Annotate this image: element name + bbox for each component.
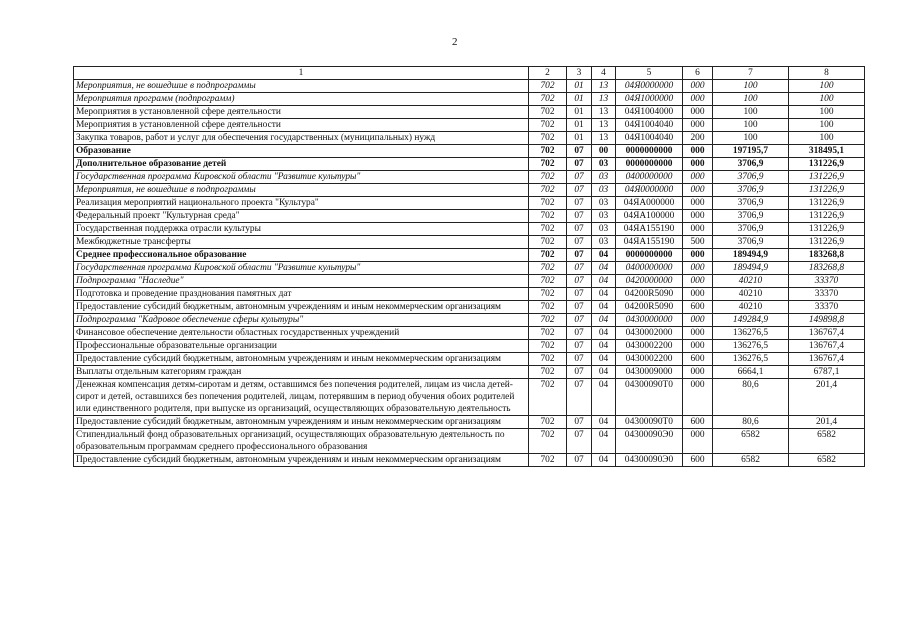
cell-subsection: 13 [592, 93, 616, 106]
table-row [74, 197, 865, 210]
cell-amount-2: 100 [789, 119, 865, 132]
cell-amount-1: 136276,5 [713, 327, 789, 340]
cell-amount-1: 40210 [713, 275, 789, 288]
cell-name: Мероприятия в установленной сфере деятельности [74, 106, 529, 119]
header-cell: 7 [713, 67, 789, 80]
cell-target-article: 04Я1004040 [616, 132, 683, 145]
table-row [74, 353, 865, 366]
cell-subsection: 04 [592, 314, 616, 327]
cell-amount-2: 6787,1 [789, 366, 865, 379]
cell-subsection: 13 [592, 119, 616, 132]
cell-target-article: 04Я1000000 [616, 93, 683, 106]
cell-name: Мероприятия, не вошедшие в подпрограммы [74, 80, 529, 93]
cell-section: 07 [567, 454, 592, 467]
cell-expense-type: 600 [683, 454, 713, 467]
cell-expense-type: 000 [683, 223, 713, 236]
cell-code: 702 [529, 301, 567, 314]
cell-target-article: 04ЯА155190 [616, 223, 683, 236]
cell-amount-2: 131226,9 [789, 184, 865, 197]
cell-target-article: 0000000000 [616, 145, 683, 158]
cell-amount-1: 3706,9 [713, 197, 789, 210]
cell-amount-2: 131226,9 [789, 223, 865, 236]
cell-target-article: 04200R5090 [616, 301, 683, 314]
cell-expense-type: 000 [683, 93, 713, 106]
cell-name: Подпрограмма "Кадровое обеспечение сферы культуры" [74, 314, 529, 327]
cell-subsection: 13 [592, 106, 616, 119]
cell-section: 07 [567, 429, 592, 454]
cell-amount-2: 100 [789, 93, 865, 106]
table-row [74, 288, 865, 301]
cell-amount-2: 136767,4 [789, 327, 865, 340]
cell-amount-1: 100 [713, 106, 789, 119]
cell-code: 702 [529, 236, 567, 249]
cell-name: Межбюджетные трансферты [74, 236, 529, 249]
table-row [74, 249, 865, 262]
cell-name: Стипендиальный фонд образовательных организаций, осуществляющих образовательную деятельность по образовательным программам среднего профессионального образования [74, 429, 529, 454]
cell-section: 07 [567, 379, 592, 416]
table-row [74, 327, 865, 340]
cell-section: 01 [567, 119, 592, 132]
cell-expense-type: 000 [683, 80, 713, 93]
cell-code: 702 [529, 429, 567, 454]
cell-amount-2: 6582 [789, 454, 865, 467]
cell-section: 07 [567, 275, 592, 288]
cell-amount-2: 33370 [789, 288, 865, 301]
cell-subsection: 04 [592, 379, 616, 416]
cell-section: 01 [567, 132, 592, 145]
cell-subsection: 04 [592, 288, 616, 301]
cell-name: Подпрограмма "Наследие" [74, 275, 529, 288]
cell-name: Мероприятия в установленной сфере деятельности [74, 119, 529, 132]
cell-expense-type: 000 [683, 249, 713, 262]
cell-amount-1: 40210 [713, 288, 789, 301]
cell-amount-2: 131226,9 [789, 197, 865, 210]
header-cell: 2 [529, 67, 567, 80]
cell-amount-2: 131226,9 [789, 158, 865, 171]
cell-subsection: 03 [592, 197, 616, 210]
cell-amount-1: 80,6 [713, 416, 789, 429]
cell-section: 07 [567, 236, 592, 249]
table-row [74, 236, 865, 249]
cell-subsection: 13 [592, 132, 616, 145]
cell-subsection: 03 [592, 171, 616, 184]
cell-code: 702 [529, 158, 567, 171]
table-row [74, 454, 865, 467]
cell-subsection: 04 [592, 366, 616, 379]
cell-code: 702 [529, 119, 567, 132]
cell-section: 01 [567, 106, 592, 119]
cell-name: Предоставление субсидий бюджетным, автономным учреждениям и иным некоммерческим организациям [74, 454, 529, 467]
cell-target-article: 04ЯА100000 [616, 210, 683, 223]
header-cell: 6 [683, 67, 713, 80]
cell-expense-type: 000 [683, 288, 713, 301]
cell-expense-type: 000 [683, 327, 713, 340]
cell-name: Выплаты отдельным категориям граждан [74, 366, 529, 379]
cell-expense-type: 000 [683, 197, 713, 210]
cell-code: 702 [529, 275, 567, 288]
cell-section: 01 [567, 93, 592, 106]
table-row [74, 93, 865, 106]
cell-section: 07 [567, 314, 592, 327]
page-number: 2 [452, 36, 458, 48]
table-row [74, 106, 865, 119]
cell-expense-type: 000 [683, 314, 713, 327]
cell-target-article: 04Я1004000 [616, 106, 683, 119]
cell-name: Закупка товаров, работ и услуг для обеспечения государственных (муниципальных) нужд [74, 132, 529, 145]
cell-section: 07 [567, 288, 592, 301]
cell-section: 07 [567, 353, 592, 366]
cell-section: 07 [567, 223, 592, 236]
cell-section: 07 [567, 145, 592, 158]
table-row [74, 416, 865, 429]
cell-amount-1: 6582 [713, 429, 789, 454]
cell-expense-type: 000 [683, 210, 713, 223]
cell-target-article: 0400000000 [616, 262, 683, 275]
cell-name: Предоставление субсидий бюджетным, автономным учреждениям и иным некоммерческим организациям [74, 416, 529, 429]
cell-amount-2: 100 [789, 106, 865, 119]
cell-amount-2: 100 [789, 80, 865, 93]
cell-amount-2: 33370 [789, 301, 865, 314]
header-cell: 1 [74, 67, 529, 80]
cell-subsection: 03 [592, 184, 616, 197]
cell-code: 702 [529, 454, 567, 467]
cell-subsection: 03 [592, 210, 616, 223]
cell-amount-2: 201,4 [789, 416, 865, 429]
cell-section: 07 [567, 171, 592, 184]
cell-subsection: 04 [592, 327, 616, 340]
cell-code: 702 [529, 171, 567, 184]
cell-name: Мероприятия программ (подпрограмм) [74, 93, 529, 106]
cell-name: Предоставление субсидий бюджетным, автономным учреждениям и иным некоммерческим организациям [74, 301, 529, 314]
cell-target-article: 04200R5090 [616, 288, 683, 301]
cell-expense-type: 000 [683, 171, 713, 184]
cell-target-article: 0000000000 [616, 249, 683, 262]
cell-code: 702 [529, 262, 567, 275]
cell-target-article: 04300090Э0 [616, 454, 683, 467]
cell-subsection: 03 [592, 236, 616, 249]
cell-section: 07 [567, 301, 592, 314]
cell-amount-2: 149898,8 [789, 314, 865, 327]
cell-code: 702 [529, 314, 567, 327]
cell-name: Дополнительное образование детей [74, 158, 529, 171]
cell-name: Образование [74, 145, 529, 158]
cell-name: Денежная компенсация детям-сиротам и детям, оставшимся без попечения родителей, лицам из числа детей-сирот и детей, оставшихся без попечения родителей, лицам, потерявшим в период обучения обоих родителей или единственного родителя, при выпуске из организаций, осуществляющих образовательную деятельность [74, 379, 529, 416]
table-header-row [74, 67, 865, 80]
header-cell: 4 [592, 67, 616, 80]
table-row [74, 158, 865, 171]
cell-code: 702 [529, 379, 567, 416]
cell-amount-2: 131226,9 [789, 210, 865, 223]
table-row [74, 145, 865, 158]
cell-target-article: 04300090Э0 [616, 429, 683, 454]
cell-name: Реализация мероприятий национального проекта "Культура" [74, 197, 529, 210]
cell-amount-1: 6582 [713, 454, 789, 467]
cell-section: 07 [567, 197, 592, 210]
cell-amount-2: 136767,4 [789, 353, 865, 366]
cell-subsection: 03 [592, 158, 616, 171]
cell-amount-1: 100 [713, 119, 789, 132]
cell-expense-type: 000 [683, 145, 713, 158]
cell-expense-type: 600 [683, 416, 713, 429]
cell-target-article: 04ЯА000000 [616, 197, 683, 210]
cell-expense-type: 000 [683, 119, 713, 132]
header-cell: 3 [567, 67, 592, 80]
cell-code: 702 [529, 184, 567, 197]
cell-amount-2: 318495,1 [789, 145, 865, 158]
cell-subsection: 04 [592, 340, 616, 353]
cell-amount-1: 149284,9 [713, 314, 789, 327]
cell-section: 07 [567, 249, 592, 262]
table-row [74, 210, 865, 223]
cell-amount-2: 100 [789, 132, 865, 145]
table-row [74, 223, 865, 236]
cell-code: 702 [529, 80, 567, 93]
cell-amount-1: 100 [713, 80, 789, 93]
cell-code: 702 [529, 132, 567, 145]
cell-code: 702 [529, 249, 567, 262]
cell-target-article: 04Я0000000 [616, 80, 683, 93]
cell-amount-1: 189494,9 [713, 262, 789, 275]
cell-amount-1: 40210 [713, 301, 789, 314]
cell-name: Предоставление субсидий бюджетным, автономным учреждениям и иным некоммерческим организациям [74, 353, 529, 366]
header-cell: 5 [616, 67, 683, 80]
cell-expense-type: 200 [683, 132, 713, 145]
table-row [74, 366, 865, 379]
cell-amount-1: 189494,9 [713, 249, 789, 262]
cell-subsection: 13 [592, 80, 616, 93]
cell-target-article: 04300090Т0 [616, 416, 683, 429]
cell-target-article: 0000000000 [616, 158, 683, 171]
cell-amount-1: 136276,5 [713, 340, 789, 353]
cell-section: 01 [567, 80, 592, 93]
cell-subsection: 00 [592, 145, 616, 158]
cell-code: 702 [529, 145, 567, 158]
cell-expense-type: 000 [683, 366, 713, 379]
cell-amount-1: 197195,7 [713, 145, 789, 158]
cell-expense-type: 500 [683, 236, 713, 249]
cell-code: 702 [529, 106, 567, 119]
cell-subsection: 04 [592, 249, 616, 262]
cell-expense-type: 000 [683, 158, 713, 171]
table-row [74, 275, 865, 288]
cell-code: 702 [529, 197, 567, 210]
cell-expense-type: 600 [683, 301, 713, 314]
cell-amount-1: 6664,1 [713, 366, 789, 379]
table-row [74, 429, 865, 454]
cell-section: 07 [567, 158, 592, 171]
cell-subsection: 04 [592, 275, 616, 288]
cell-amount-2: 131226,9 [789, 236, 865, 249]
cell-expense-type: 000 [683, 262, 713, 275]
cell-expense-type: 000 [683, 184, 713, 197]
table-row [74, 171, 865, 184]
cell-name: Федеральный проект "Культурная среда" [74, 210, 529, 223]
cell-code: 702 [529, 340, 567, 353]
table-row [74, 379, 865, 416]
cell-expense-type: 000 [683, 106, 713, 119]
cell-section: 07 [567, 184, 592, 197]
cell-amount-1: 136276,5 [713, 353, 789, 366]
cell-amount-2: 201,4 [789, 379, 865, 416]
cell-name: Финансовое обеспечение деятельности областных государственных учреждений [74, 327, 529, 340]
cell-subsection: 04 [592, 416, 616, 429]
table-row [74, 184, 865, 197]
cell-expense-type: 000 [683, 275, 713, 288]
cell-subsection: 04 [592, 454, 616, 467]
cell-section: 07 [567, 416, 592, 429]
budget-table [73, 66, 865, 467]
cell-amount-1: 3706,9 [713, 223, 789, 236]
cell-name: Государственная поддержка отрасли культуры [74, 223, 529, 236]
cell-amount-2: 33370 [789, 275, 865, 288]
cell-name: Среднее профессиональное образование [74, 249, 529, 262]
cell-target-article: 0400000000 [616, 171, 683, 184]
cell-target-article: 04Я0000000 [616, 184, 683, 197]
table-row [74, 314, 865, 327]
cell-code: 702 [529, 210, 567, 223]
cell-amount-2: 183268,8 [789, 249, 865, 262]
cell-section: 07 [567, 340, 592, 353]
cell-target-article: 0430002200 [616, 340, 683, 353]
cell-target-article: 0430002200 [616, 353, 683, 366]
header-cell: 8 [789, 67, 865, 80]
cell-expense-type: 600 [683, 353, 713, 366]
cell-name: Государственная программа Кировской области "Развитие культуры" [74, 171, 529, 184]
cell-code: 702 [529, 353, 567, 366]
table-row [74, 132, 865, 145]
cell-subsection: 04 [592, 429, 616, 454]
table-row [74, 262, 865, 275]
cell-target-article: 04ЯА155190 [616, 236, 683, 249]
cell-subsection: 03 [592, 223, 616, 236]
cell-amount-1: 3706,9 [713, 184, 789, 197]
cell-name: Государственная программа Кировской области "Развитие культуры" [74, 262, 529, 275]
cell-amount-1: 100 [713, 132, 789, 145]
cell-code: 702 [529, 93, 567, 106]
cell-amount-1: 3706,9 [713, 236, 789, 249]
cell-section: 07 [567, 366, 592, 379]
cell-code: 702 [529, 327, 567, 340]
cell-name: Профессиональные образовательные организации [74, 340, 529, 353]
cell-subsection: 04 [592, 353, 616, 366]
cell-code: 702 [529, 288, 567, 301]
cell-expense-type: 000 [683, 429, 713, 454]
cell-amount-1: 3706,9 [713, 210, 789, 223]
cell-target-article: 0430000000 [616, 314, 683, 327]
cell-expense-type: 000 [683, 379, 713, 416]
cell-target-article: 0430002000 [616, 327, 683, 340]
cell-name: Подготовка и проведение празднования памятных дат [74, 288, 529, 301]
cell-amount-1: 3706,9 [713, 158, 789, 171]
cell-amount-1: 3706,9 [713, 171, 789, 184]
cell-section: 07 [567, 327, 592, 340]
cell-target-article: 04Я1004040 [616, 119, 683, 132]
cell-code: 702 [529, 416, 567, 429]
cell-target-article: 0420000000 [616, 275, 683, 288]
table-row [74, 119, 865, 132]
cell-amount-2: 136767,4 [789, 340, 865, 353]
table-row [74, 340, 865, 353]
cell-target-article: 04300090Т0 [616, 379, 683, 416]
cell-amount-1: 100 [713, 93, 789, 106]
table-row [74, 301, 865, 314]
cell-name: Мероприятия, не вошедшие в подпрограммы [74, 184, 529, 197]
cell-subsection: 04 [592, 262, 616, 275]
cell-amount-2: 6582 [789, 429, 865, 454]
cell-code: 702 [529, 223, 567, 236]
cell-code: 702 [529, 366, 567, 379]
cell-amount-1: 80,6 [713, 379, 789, 416]
table-row [74, 80, 865, 93]
cell-amount-2: 131226,9 [789, 171, 865, 184]
cell-target-article: 0430009000 [616, 366, 683, 379]
cell-amount-2: 183268,8 [789, 262, 865, 275]
cell-subsection: 04 [592, 301, 616, 314]
cell-expense-type: 000 [683, 340, 713, 353]
cell-section: 07 [567, 262, 592, 275]
cell-section: 07 [567, 210, 592, 223]
